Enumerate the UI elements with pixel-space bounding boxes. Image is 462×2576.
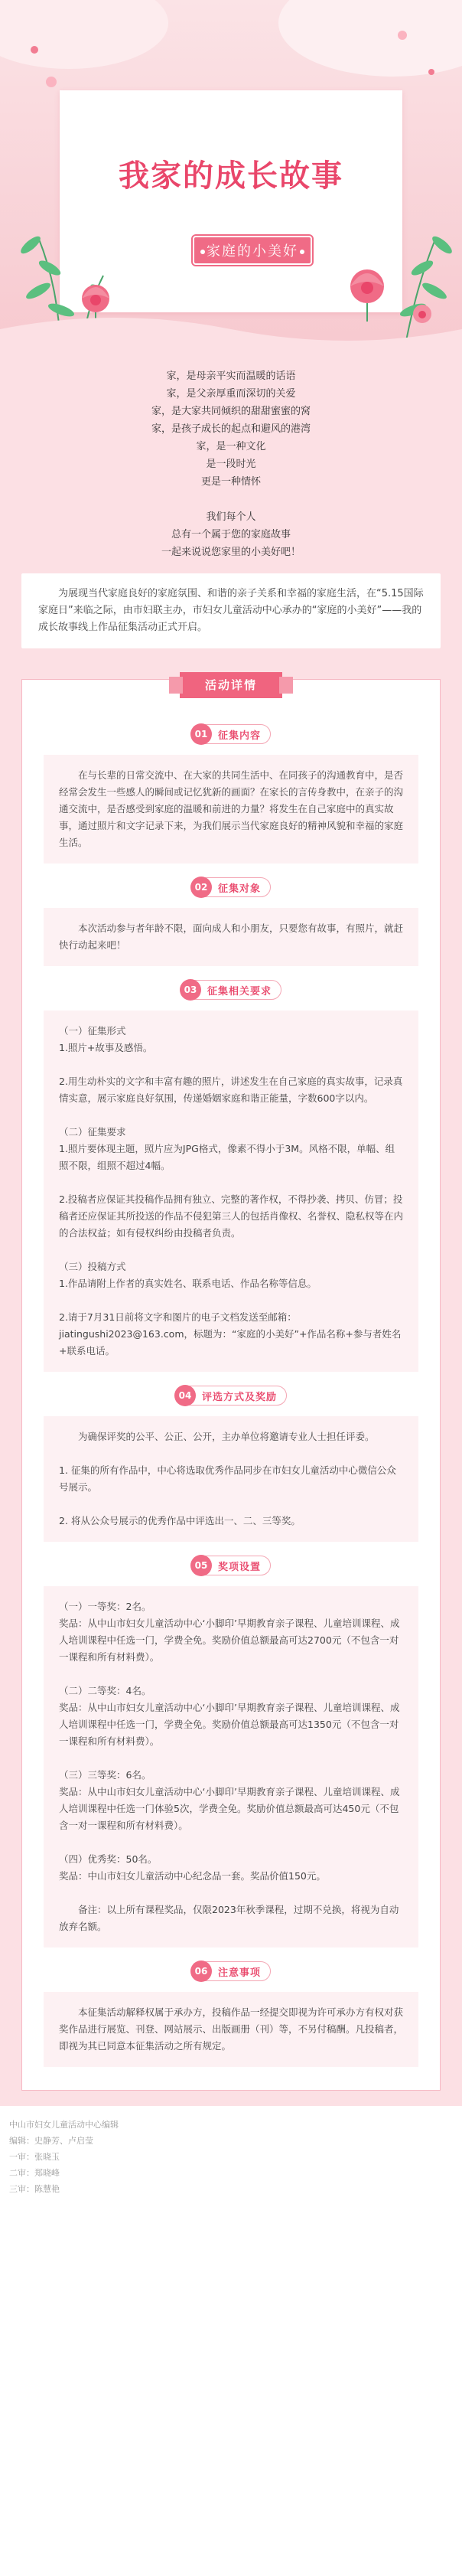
section-number: 05 (190, 1555, 212, 1576)
footer-line: 三审：陈慧艳 (9, 2184, 60, 2194)
intro-paragraph: 为展现当代家庭良好的家庭氛围、和谐的亲子关系和幸福的家庭生活，在“5.15国际家庭日”来临之际，由市妇联主办，市妇女儿童活动中心承办的“家庭的小美好”——我的成长故事线上作品征集活动正式开启。 (21, 573, 441, 648)
section-label: 征集对象 (217, 883, 261, 895)
section-heading (44, 1961, 418, 1981)
section-body (44, 1010, 418, 1372)
section-pill (191, 724, 271, 744)
section-number: 01 (190, 723, 212, 745)
section-pill (175, 1386, 287, 1406)
section-paragraph: 为确保评奖的公平、公正、公开，主办单位将邀请专业人士担任评委。 (78, 1431, 375, 1442)
poem-line: 更是一种情怀 (200, 476, 261, 488)
section-body (44, 1586, 418, 1948)
footer-line: 中山市妇女儿童活动中心编辑 (9, 2120, 119, 2130)
section-paragraph: 本次活动参与者年龄不限，面向成人和小朋友，只要您有故事，有照片，就赶快行动起来吧！ (59, 922, 404, 951)
section-paragraph: （三）三等奖：6名。 (59, 1769, 151, 1781)
section-paragraph: 1.照片要体现主题，照片应为JPG格式，像素不得小于3M。风格不限，单幅、组照不限，组照不超过4幅。 (59, 1143, 395, 1171)
section-number: 03 (180, 979, 201, 1001)
subtitle-text: 家庭的小美好 (207, 243, 298, 260)
section-paragraph: 2.用生动朴实的文字和丰富有趣的照片，讲述发生在自己家庭的真实故事，记录真情实意，展示家庭良好氛围，传递婚姻家庭和谐正能量，字数600字以内。 (59, 1076, 403, 1104)
section-paragraph: 奖品：中山市妇女儿童活动中心纪念品一套。奖品价值150元。 (59, 1870, 326, 1882)
section-label: 征集相关要求 (207, 985, 272, 997)
section-number: 02 (190, 877, 212, 898)
section-body (44, 755, 418, 864)
poem-line: 是一段时光 (206, 459, 256, 470)
poem (21, 360, 441, 567)
details-section (0, 668, 462, 2106)
section-pill (181, 980, 281, 1000)
section-label: 注意事项 (217, 1967, 261, 1979)
section-paragraph: 备注：以上所有课程奖品，仅限2023年秋季课程，过期不兑换，将视为自动放弃名额。 (59, 1904, 399, 1932)
page-title: 我家的成长故事 (119, 158, 343, 194)
section-label: 奖项设置 (217, 1561, 261, 1573)
section-paragraph: 奖品：从中山市妇女儿童活动中心‘小脚印’早期教育亲子课程、儿童培训课程、成人培训课程中任选一门体验5次，学费全免。奖励价值总额最高可达450元（不包含一对一课程和所有材料费）。 (59, 1786, 400, 1831)
poem-line: 一起来说说您家里的小美好吧！ (161, 547, 301, 558)
footer-line: 一审：张晓玉 (9, 2152, 60, 2162)
section-heading (44, 724, 418, 744)
poem-line: 家，是一种文化 (196, 441, 266, 452)
section-paragraph: 奖品：从中山市妇女儿童活动中心‘小脚印’早期教育亲子课程、儿童培训课程、成人培训课程中任选一门，学费全免。奖励价值总额最高可达2700元（不包含一对一课程和所有材料费）。 (59, 1618, 400, 1663)
section-paragraph: 2.请于7月31日前将文字和图片的电子文档发送至邮箱：jiatingushi2023@163.com，标题为：“家庭的小美好”+作品名称+参与者姓名+联系电话。 (59, 1311, 402, 1357)
poem-line: 家，是大家共同倾织的甜甜蜜蜜的窝 (151, 406, 311, 417)
footer-line: 二审：郑晓峰 (9, 2168, 60, 2178)
section-label: 评选方式及奖励 (201, 1391, 277, 1403)
section-label: 征集内容 (217, 730, 261, 742)
hero-banner (0, 0, 462, 352)
section-paragraph: 本征集活动解释权属于承办方，投稿作品一经提交即视为许可承办方有权对获奖作品进行展览、刊登、网站展示、出版画册（刊）等，不另付稿酬。凡投稿者，即视为其已同意本征集活动之所有规定。 (59, 2006, 404, 2052)
poem-line: 家，是父亲厚重而深切的关爱 (166, 388, 296, 400)
section-heading (44, 1386, 418, 1406)
section-paragraph: 1.作品请附上作者的真实姓名、联系电话、作品名称等信息。 (59, 1278, 317, 1289)
section-paragraph: 1.照片+故事及感悟。 (59, 1042, 153, 1053)
section-paragraph: （四）优秀奖：50名。 (59, 1853, 158, 1865)
section-body (44, 908, 418, 966)
details-sections (44, 724, 418, 2067)
section-pill (191, 1556, 271, 1575)
section-paragraph: （一）征集形式 (59, 1025, 126, 1037)
subtitle-badge (193, 236, 312, 265)
footer-line: 编辑：史静芳、卢启莹 (9, 2136, 93, 2146)
section-paragraph: 奖品：从中山市妇女儿童活动中心‘小脚印’早期教育亲子课程、儿童培训课程、成人培训课程中任选一门，学费全免。奖励价值总额最高可达1350元（不包含一对一课程和所有材料费）。 (59, 1702, 400, 1747)
section-paragraph: （二）二等奖：4名。 (59, 1685, 151, 1696)
section-body (44, 1416, 418, 1542)
section-pill (191, 1961, 271, 1981)
section-paragraph: 在与长辈的日常交流中、在大家的共同生活中、在同孩子的沟通教育中，是否经常会发生一些感人的瞬间或记忆犹新的画面？在家长的言传身教中，在亲子的沟通交流中，是否感受到家庭的温暖和前进的力量？将发生在自己家庭中的真实故事，通过照片和文字记录下来，为我们展示当代家庭良好的精神风貌和幸福的家庭生活。 (59, 769, 404, 848)
details-card (21, 679, 441, 2091)
section-body (44, 1992, 418, 2067)
section-paragraph: （一）一等奖：2名。 (59, 1601, 151, 1612)
wave-divider-icon (0, 306, 462, 352)
poem-line: 家，是母亲平实而温暖的话语 (166, 371, 296, 382)
intro-section (0, 352, 462, 668)
details-ribbon: 活动详情 (180, 672, 282, 698)
poem-line: 我们每个人 (206, 511, 256, 523)
section-heading (44, 980, 418, 1000)
section-number: 06 (190, 1961, 212, 1982)
footer (0, 2106, 462, 2220)
section-paragraph: （二）征集要求 (59, 1126, 126, 1138)
section-number: 04 (174, 1385, 196, 1406)
section-heading (44, 877, 418, 897)
section-pill (191, 877, 271, 897)
section-paragraph: 2.投稿者应保证其投稿作品拥有独立、完整的著作权，不得抄袭、拷贝、仿冒；投稿者还应保证其所投送的作品不侵犯第三人的包括肖像权、名誉权、隐私权等在内的合法权益；如有侵权纠纷由投稿者负责。 (59, 1193, 404, 1239)
section-paragraph: （三）投稿方式 (59, 1261, 126, 1272)
poem-line: 总有一个属于您的家庭故事 (171, 529, 291, 540)
section-paragraph: 1. 征集的所有作品中，中心将选取优秀作品同步在市妇女儿童活动中心微信公众号展示。 (59, 1464, 396, 1493)
section-paragraph: 2. 将从公众号展示的优秀作品中评选出一、二、三等奖。 (59, 1515, 301, 1526)
poem-line: 家，是孩子成长的起点和避风的港湾 (151, 423, 311, 435)
section-heading (44, 1556, 418, 1575)
